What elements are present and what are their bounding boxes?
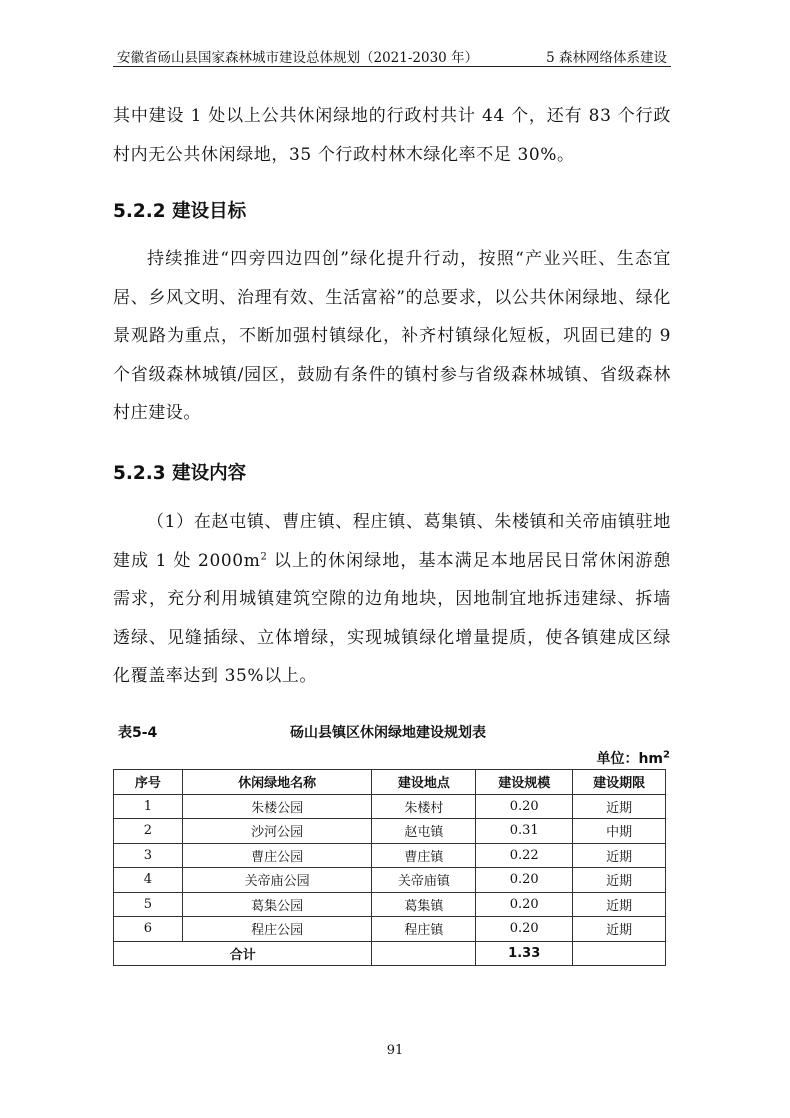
superscript-2: 2 [260,550,268,562]
paragraph-goals: 持续推进“四旁四边四创”绿化提升行动，按照“产业兴旺、生态宜居、乡风文明、治理有效、生活富裕”的总要求，以公共休闲绿地、绿化景观路为重点，不断加强村镇绿化，补齐村镇绿化短板，巩固已建的 9 个省级森林城镇/园区，鼓励有条件的镇村参与省级森林城镇、省级森林村庄建设。 [113,249,671,423]
heading-construction-content: 5.2.3 建设内容 [113,463,247,484]
table-cell: 0.31 [476,819,573,844]
table-number: 表5-4 [118,725,158,741]
table-cell: 近期 [573,843,666,868]
table-cell: 0.20 [476,868,573,893]
header-chapter-title: 5 森林网络体系建设 [546,50,667,66]
table-row [114,794,666,819]
paragraph-village-greenspace: 其中建设 1 处以上公共休闲绿地的行政村共计 44 个，还有 83 个行政村内无公共休闲绿地，35 个行政村林木绿化率不足 30%。 [113,106,671,165]
greenspace-plan-table [113,769,666,966]
header-cell-name: 休闲绿地名称 [182,770,372,795]
table-cell: 近期 [573,794,666,819]
paragraph-content-part2: 以上的休闲绿地，基本满足本地居民日常休闲游憩需求，充分利用城镇建筑空隙的边角地块，因地制宜地拆违建绿、拆墙透绿、见缝插绿、立体增绿，实现城镇绿化增量提质，使各镇建成区绿化覆盖率达到 35%以上。 [113,550,671,686]
table-total-row [114,941,666,966]
table-cell: 近期 [573,892,666,917]
table-cell: 0.20 [476,892,573,917]
table-cell: 近期 [573,868,666,893]
page-number: 91 [386,1043,404,1058]
table-cell: 3 [114,843,183,868]
heading-construction-goals: 5.2.2 建设目标 [113,201,247,222]
total-empty-cell [372,941,476,966]
table-cell: 葛集镇 [372,892,476,917]
paragraph-content [113,503,671,696]
table-unit-superscript: 2 [663,749,670,761]
table-row [114,892,666,917]
header-cell-scale: 建设规模 [476,770,573,795]
table-row [114,868,666,893]
table-cell: 朱楼公园 [182,794,372,819]
total-empty-cell [573,941,666,966]
table-cell: 近期 [573,917,666,942]
table-header-row [114,770,666,795]
table-cell: 2 [114,819,183,844]
table-row [114,819,666,844]
header-cell-location: 建设地点 [372,770,476,795]
table-cell: 1 [114,794,183,819]
header-cell-index: 序号 [114,770,183,795]
table-cell: 0.22 [476,843,573,868]
table-row [114,917,666,942]
total-label-cell: 合计 [114,941,372,966]
page-header [113,44,671,67]
table-unit-text: 单位：hm [596,751,664,767]
table-cell: 葛集公园 [182,892,372,917]
header-cell-period: 建设期限 [573,770,666,795]
table-cell: 关帝庙公园 [182,868,372,893]
table-cell: 沙河公园 [182,819,372,844]
table-unit [596,748,670,768]
table-title: 砀山县镇区休闲绿地建设规划表 [290,725,486,741]
table-cell: 0.20 [476,794,573,819]
table-cell: 关帝庙镇 [372,868,476,893]
table-cell: 0.20 [476,917,573,942]
table-cell: 曹庄镇 [372,843,476,868]
table-cell: 曹庄公园 [182,843,372,868]
table-row [114,843,666,868]
table-cell: 赵屯镇 [372,819,476,844]
table-cell: 6 [114,917,183,942]
paragraph-content-part1: （1）在赵屯镇、曹庄镇、程庄镇、葛集镇、朱楼镇和关帝庙镇驻地建成 1 处 2000m [113,512,671,571]
header-document-title: 安徽省砀山县国家森林城市建设总体规划（2021-2030 年） [117,50,479,66]
table-cell: 程庄公园 [182,917,372,942]
table-cell: 程庄镇 [372,917,476,942]
total-value-cell: 1.33 [476,941,573,966]
table-cell: 4 [114,868,183,893]
table-cell: 5 [114,892,183,917]
table-cell: 中期 [573,819,666,844]
table-cell: 朱楼村 [372,794,476,819]
